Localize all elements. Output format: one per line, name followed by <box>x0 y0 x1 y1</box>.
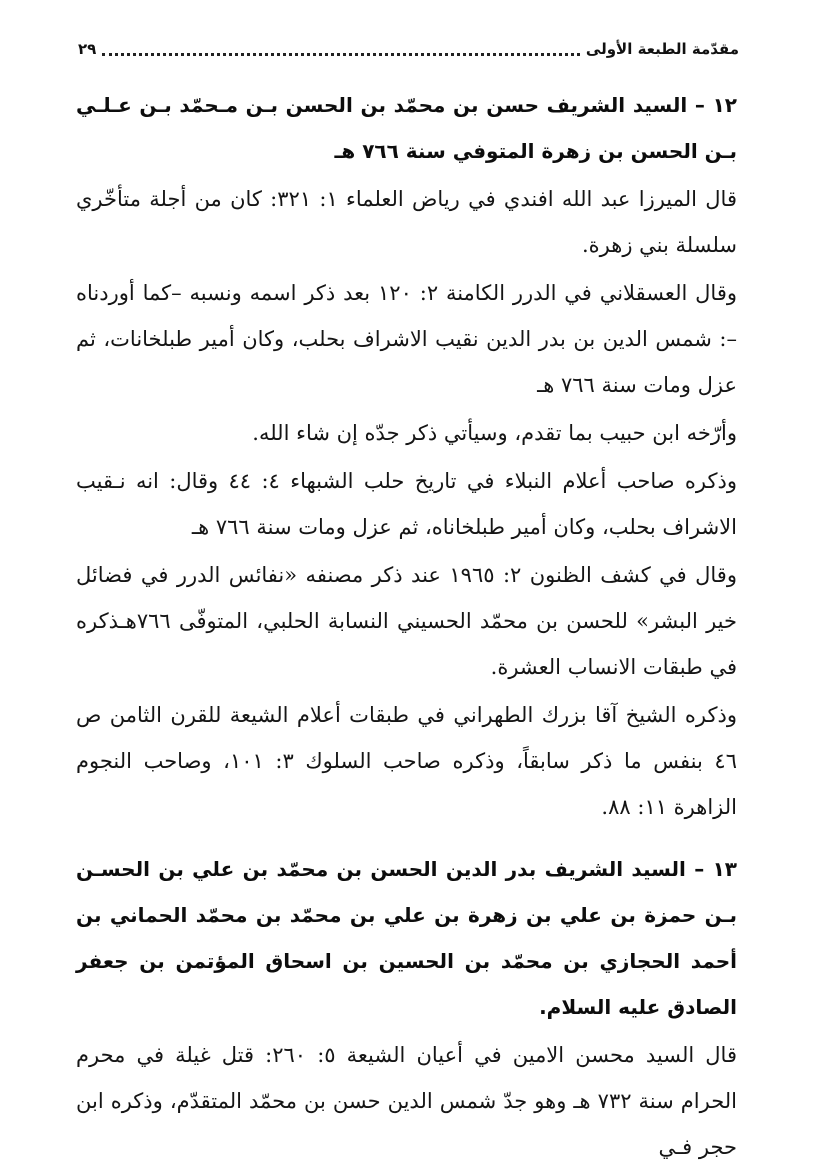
entry-heading: ١٢ – السيد الشريف حسن بن محمّد بن الحسن بـن مـحمّد بـن عـلـي بـن الحسن بن زهرة المتوفي سنة ٧٦٦ هـ <box>76 93 737 163</box>
paragraph: وذكره الشيخ آقا بزرك الطهراني في طبقات أعلام الشيعة للقرن الثامن ص ٤٦ بنفس ما ذكر سابقاً، وذكره صاحب السلوك ٣: ١٠١، وصاحب النجوم الزاهرة ١١: ٨٨. <box>76 703 737 819</box>
paragraph: وقال العسقلاني في الدرر الكامنة ٢: ١٢٠ بعد ذكر اسمه ونسبه –كما أوردناه –: شمس الدين بن بدر الدين نقيب الاشراف بحلب، وكان أمير طبلخانات، ثم عزل ومات سنة ٧٦٦ هـ <box>76 281 737 397</box>
running-title: مقدّمة الطبعة الأولى <box>585 40 739 58</box>
dotted-leader <box>102 53 580 56</box>
page-body <box>76 82 737 1170</box>
paragraph: وذكره صاحب أعلام النبلاء في تاريخ حلب الشبهاء ٤: ٤٤ وقال: انه نـقيب الاشراف بحلب، وكان أمير طبلخاناه، ثم عزل ومات سنة ٧٦٦ هـ <box>76 469 737 539</box>
paragraph: وقال في كشف الظنون ٢: ١٩٦٥ عند ذكر مصنفه «نفائس الدرر في فضائل خير البشر» للحسن بن محمّد الحسيني النسابة الحلبي، المتوفّى ٧٦٦هـذكره في طبقات الانساب العشرة. <box>76 563 737 679</box>
paragraph: قال السيد محسن الامين في أعيان الشيعة ٥: ٢٦٠: قتل غيلة في محرم الحرام سنة ٧٣٢ هـ وهو جدّ شمس الدين حسن بن محمّد المتقدّم، وذكره ابن حجر فـي <box>76 1043 737 1159</box>
paragraph: وأرّخه ابن حبيب بما تقدم، وسيأتي ذكر جدّه إن شاء الله. <box>252 421 737 445</box>
running-header <box>78 34 739 64</box>
entry-heading: ١٣ – السيد الشريف بدر الدين الحسن بن محمّد بن علي بن الحسـن بـن حمزة بن علي بن زهرة بن علي بن محمّد بن محمّد الحماني بن أحمد الحجازي بن محمّد بن الحسين بن اسحاق المؤتمن بن جعفر الصادق عليه السلام. <box>76 857 737 1019</box>
entry-13 <box>76 846 737 1170</box>
entry-12 <box>76 82 737 830</box>
page-number: ٢٩ <box>78 40 97 58</box>
paragraph: قال الميرزا عبد الله افندي في رياض العلماء ١: ٣٢١: كان من أجلة متأخّري سلسلة بني زهرة. <box>76 187 737 257</box>
